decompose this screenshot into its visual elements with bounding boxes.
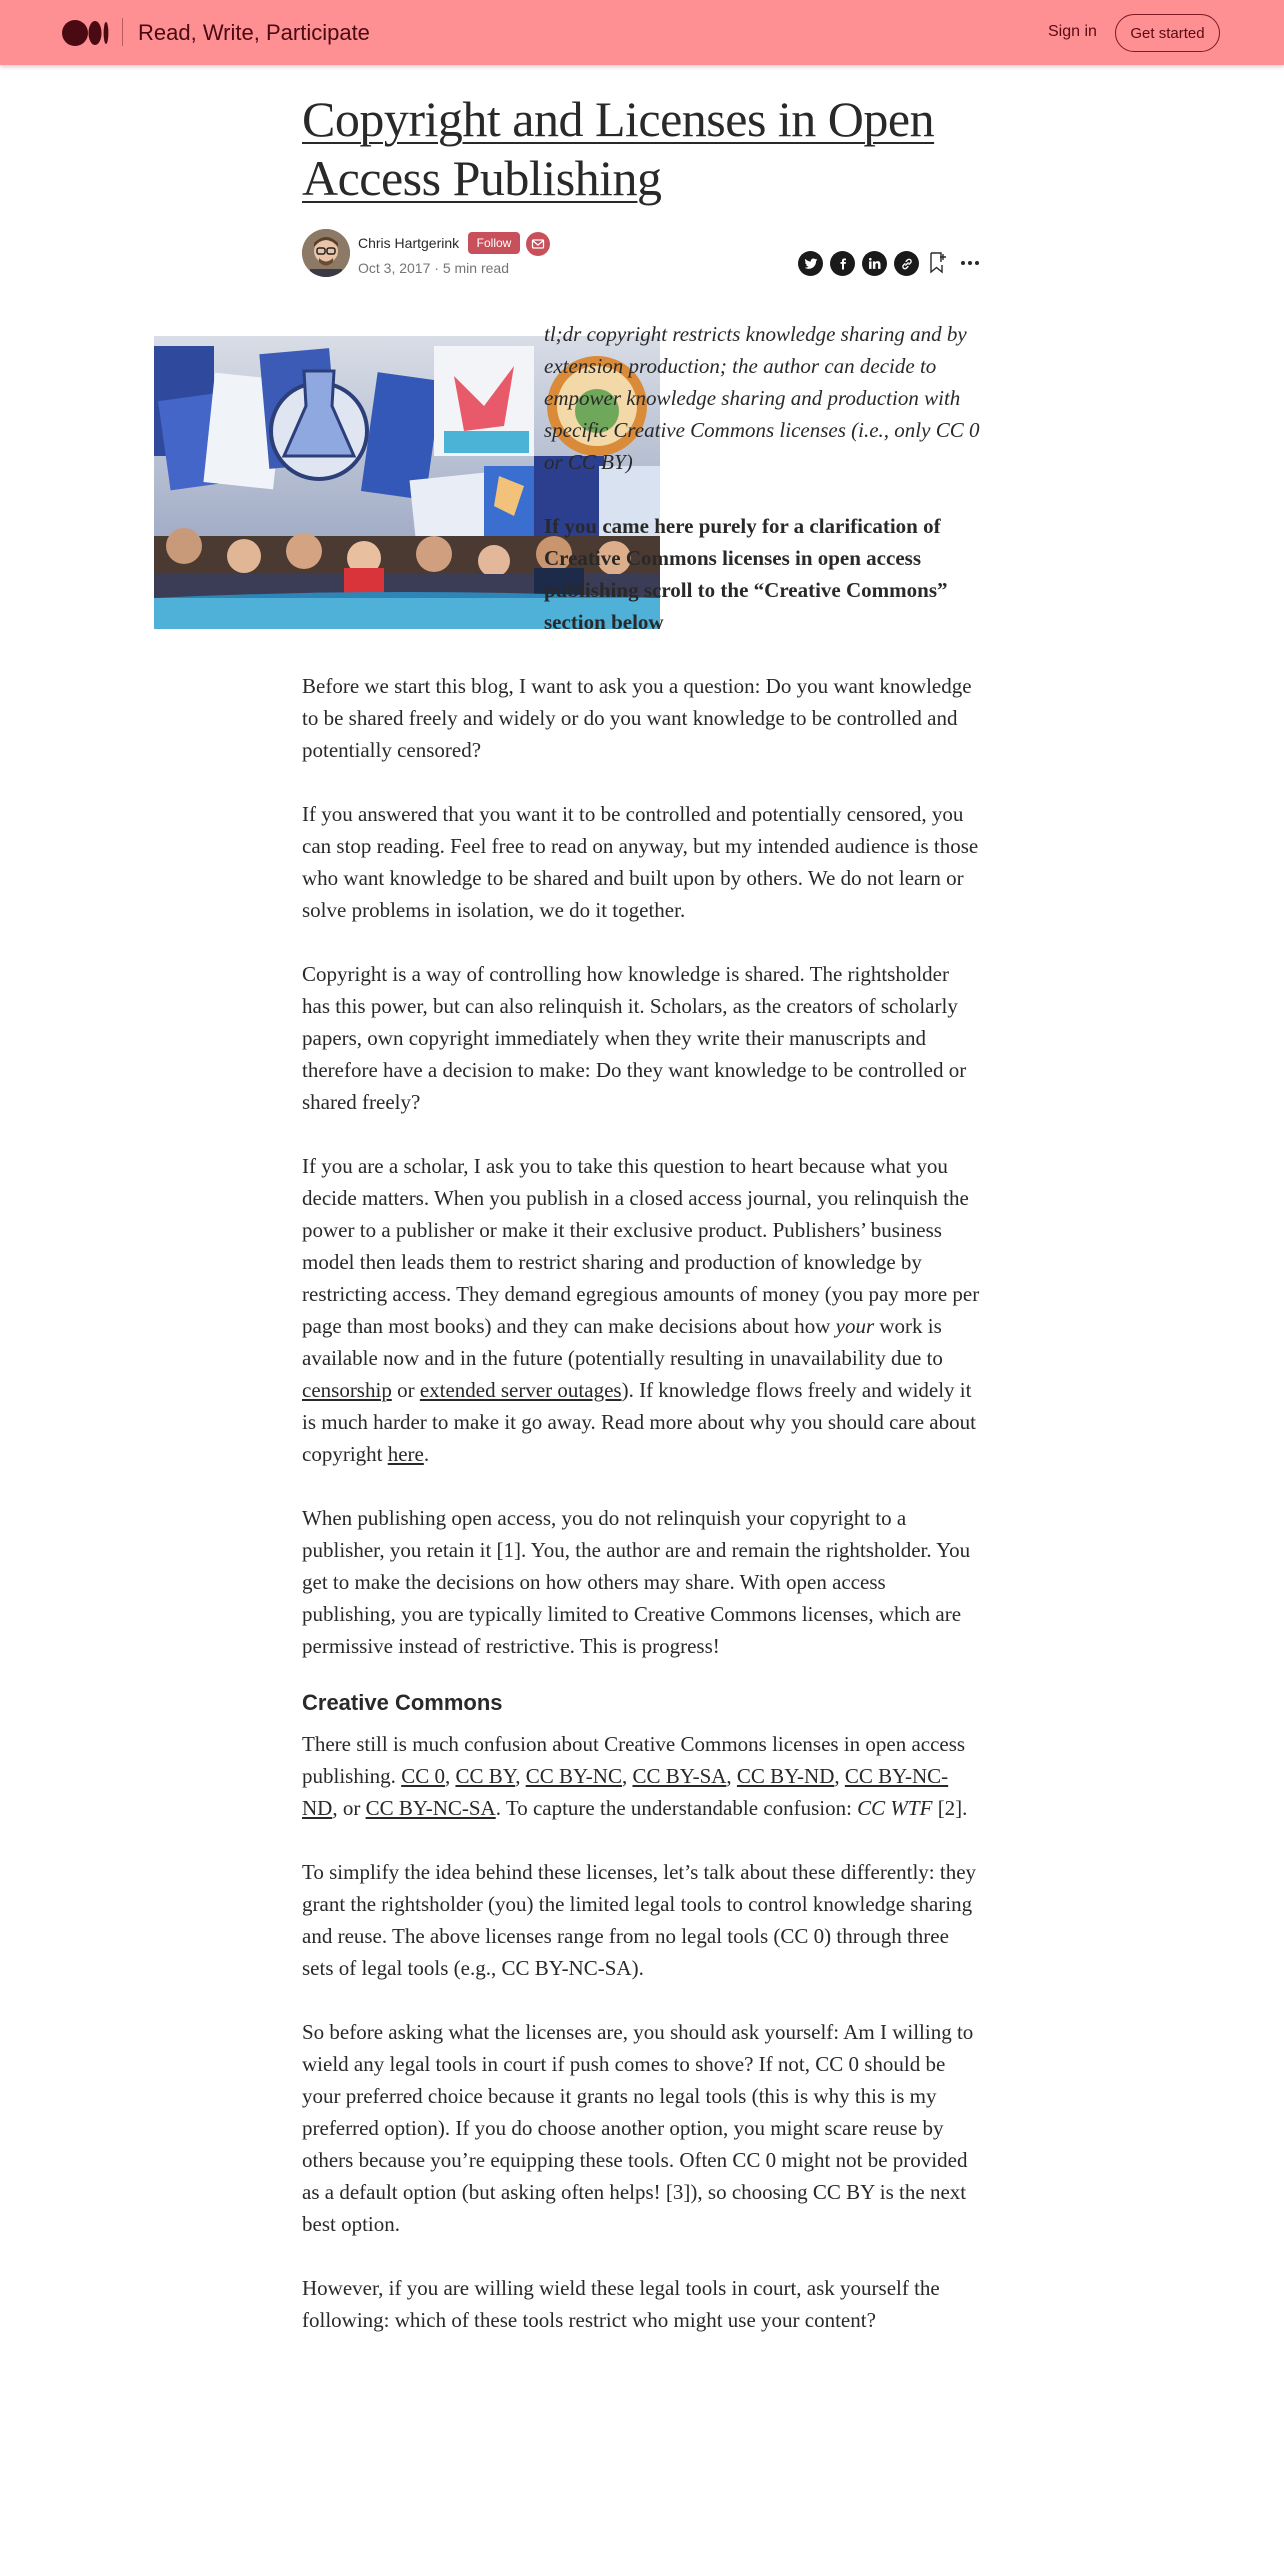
logo-divider <box>122 18 123 46</box>
subscribe-mail-button[interactable] <box>526 232 550 256</box>
article-body <box>302 318 982 2368</box>
author-avatar[interactable] <box>302 229 350 277</box>
article-meta <box>358 258 509 278</box>
tldr-paragraph: tl;dr copyright restricts knowledge sharing and by extension production; the author can decide to empower knowledge sharing and production with specific Creative Commons licenses (i.e., only CC 0 or CC BY) <box>544 322 980 474</box>
paragraph-7: To simplify the idea behind these licenses, let’s talk about these differently: they grant the rightsholder (you) the limited legal tools to control knowledge sharing and reuse. The above licenses range from no legal tools (CC 0) through three sets of legal tools (e.g., CC BY-NC-SA). <box>302 1860 977 1980</box>
p4-text-d: ). If knowledge flows freely and widely it is much harder to make it go away. Read more about why you should care about copyright <box>302 1378 976 1466</box>
p4-text-c: or <box>391 1378 420 1402</box>
author-name[interactable]: Chris Hartgerink <box>358 235 460 251</box>
server-outages-link[interactable]: extended server outages <box>419 1378 622 1402</box>
bookmark-icon[interactable] <box>928 251 948 275</box>
twitter-icon[interactable] <box>798 251 823 276</box>
read-time: 5 min read <box>442 260 509 276</box>
paragraph-2: If you answered that you want it to be controlled and potentially censored, you can stop reading. Feel free to read on anyway, but my intended audience is those who want knowledge to be shared and built upon by others. We do not learn or solve problems in isolation, we do it together. <box>302 802 979 922</box>
p6-text-a: There still is much confusion about Creative Commons licenses in open access publishing. <box>302 1732 966 1788</box>
more-icon[interactable] <box>958 251 982 275</box>
medium-logo-icon[interactable] <box>62 20 110 46</box>
p4-text-e: . <box>423 1442 430 1466</box>
creative-commons-heading: Creative Commons <box>302 1690 503 1715</box>
p4-text-b: work is available now and in the future (potentially resulting in unavailability due to <box>302 1314 943 1370</box>
license-link-cc-by-nc-sa[interactable]: CC BY-NC-SA <box>365 1796 496 1820</box>
article-title[interactable]: Copyright and Licenses in Open Access Publishing <box>302 91 935 206</box>
follow-button[interactable]: Follow <box>468 232 520 254</box>
meta-separator: · <box>430 260 443 276</box>
paragraph-1: Before we start this blog, I want to ask you a question: Do you want knowledge to be shared freely and widely or do you want knowledge to be controlled and potentially censored? <box>302 674 972 762</box>
p6-cc-wtf: CC WTF <box>857 1796 933 1820</box>
p6-text-b: . To capture the understandable confusion: <box>495 1796 858 1820</box>
p4-your: your <box>835 1314 875 1338</box>
top-navigation-bar <box>0 0 1284 65</box>
publication-name[interactable]: Read, Write, Participate <box>138 20 370 45</box>
mail-icon <box>531 237 545 251</box>
paragraph-9: However, if you are willing wield these legal tools in court, ask yourself the following: which of these tools restrict who might use your content? <box>302 2276 940 2332</box>
p4-text-a: If you are a scholar, I ask you to take this question to heart because what you decide matters. When you publish in a closed access journal, you relinquish the power to a publisher or make it their exclusive product. Publishers’ business model then leads them to restrict sharing and production of knowledge by restricting access. They demand egregious amounts of money (you pay more per page than most books) and they can make decisions about how <box>302 1154 980 1338</box>
license-link-cc-by-nd[interactable]: CC BY-ND <box>736 1764 835 1788</box>
paragraph-4 <box>302 1150 982 1470</box>
license-link-cc-by-nc[interactable]: CC BY-NC <box>525 1764 622 1788</box>
hero-float-spacer <box>154 318 544 638</box>
paragraph-6: There still is much confusion about Creative Commons licenses in open access publishing. CC 0, CC BY, CC BY-NC, CC BY-SA, CC BY-ND, CC BY-NC-ND, or CC BY-NC-SA. To capture the understandable confusion: CC WTF [2]. <box>302 1732 968 1820</box>
linkedin-icon[interactable] <box>862 251 887 276</box>
facebook-icon[interactable] <box>830 251 855 276</box>
license-link-cc0[interactable]: CC 0 <box>401 1764 445 1788</box>
censorship-link[interactable]: censorship <box>302 1378 392 1402</box>
p6-text-c: [2]. <box>932 1796 968 1820</box>
get-started-button[interactable]: Get started <box>1115 14 1220 52</box>
paragraph-3: Copyright is a way of controlling how knowledge is shared. The rightsholder has this power, but can also relinquish it. Scholars, as the creators of scholarly papers, own copyright immediately when they write their manuscripts and therefore have a decision to make: Do they want knowledge to be controlled or shared freely? <box>302 962 967 1114</box>
license-link-cc-by-nc-nd[interactable]: CC BY-NC-ND <box>302 1764 949 1820</box>
p6-or: or <box>342 1796 366 1820</box>
intro-bold-paragraph: If you came here purely for a clarification of Creative Commons licenses in open access publishing scroll to the “Creative Commons” section below <box>544 514 948 634</box>
license-link-cc-by[interactable]: CC BY <box>455 1764 516 1788</box>
copyright-here-link[interactable]: here <box>387 1442 424 1466</box>
share-icons <box>798 251 919 276</box>
publish-date[interactable]: Oct 3, 2017 <box>358 260 431 276</box>
paragraph-8: So before asking what the licenses are, you should ask yourself: Am I willing to wield any legal tools in court if push comes to shove? If not, CC 0 should be your preferred choice because it grants no legal tools (this is why this is my preferred option). If you do choose another option, you might scare reuse by others because you’re equipping these tools. Often CC 0 might not be provided as a default option (but asking often helps! [3]), so choosing CC BY is the next best option. <box>302 2020 974 2236</box>
sign-in-link[interactable]: Sign in <box>1048 23 1097 40</box>
link-icon[interactable] <box>894 251 919 276</box>
paragraph-5: When publishing open access, you do not relinquish your copyright to a publisher, you retain it [1]. You, the author are and remain the rightsholder. You get to make the decisions on how others may share. With open access publishing, you are typically limited to Creative Commons licenses, which are permissive instead of restrictive. This is progress! <box>302 1506 971 1658</box>
license-link-cc-by-sa[interactable]: CC BY-SA <box>632 1764 727 1788</box>
